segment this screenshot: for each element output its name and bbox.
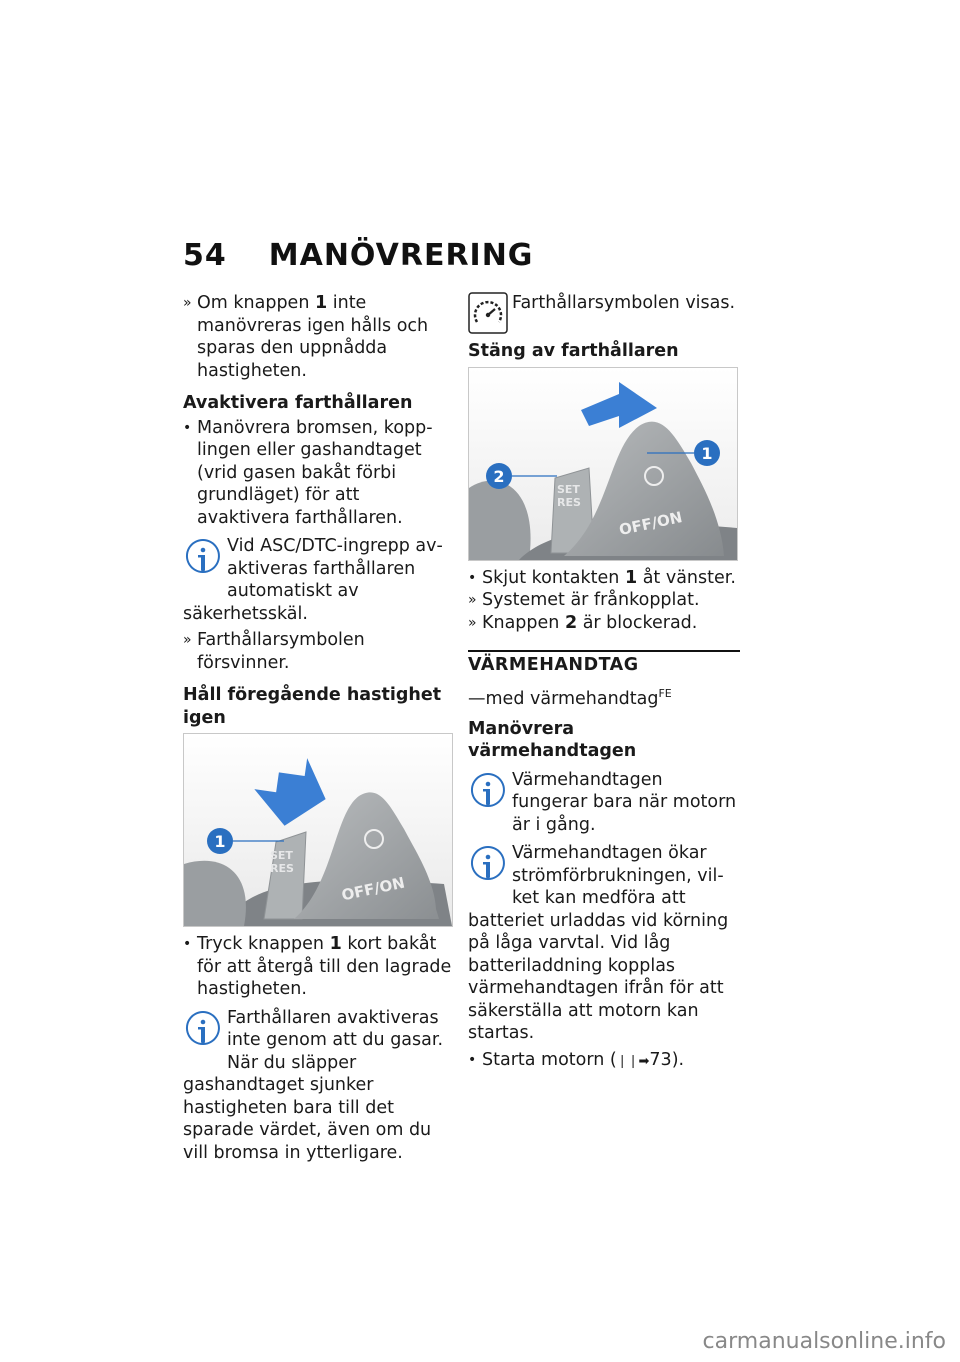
- chapter-title: MANÖVRERING: [268, 238, 534, 273]
- page-reference-arrow-icon: ❘❘➡: [616, 1053, 650, 1069]
- info-icon: [468, 844, 508, 888]
- result-arrow-icon: »: [468, 614, 475, 631]
- figure-offon-switch: [468, 367, 738, 561]
- svg-text:SET: SET: [557, 482, 580, 496]
- left-column: [183, 292, 453, 1164]
- heading-switch-off: Stäng av farthållaren: [468, 341, 679, 361]
- page-header: [183, 238, 533, 273]
- result-arrow-icon: »: [468, 592, 475, 608]
- info-icon: [468, 771, 508, 815]
- info-note: Värmehandtagen fungerar bara när motorn är i gång.: [468, 769, 740, 837]
- info-icon: [183, 1009, 223, 1053]
- heading-resume: Håll föregående hastighet igen: [183, 685, 442, 728]
- svg-text:SET: SET: [270, 849, 293, 862]
- svg-text:RES: RES: [557, 495, 581, 509]
- result-item: » Farthållarsymbolen försvinner.: [183, 630, 365, 673]
- bullet-item: • Tryck knappen 1 kort bakåt för att återgå till den lagrade hastigheten.: [183, 934, 452, 999]
- right-column: [468, 292, 740, 1073]
- section-subtitle: —med värmehandtag$^{FE}$: [468, 686, 672, 709]
- watermark: carmanualsonline.info: [702, 1329, 946, 1354]
- result-arrow-icon: »: [183, 632, 190, 648]
- bullet-icon: •: [468, 1051, 477, 1068]
- bullet-icon: •: [183, 936, 192, 952]
- section-divider: [468, 650, 740, 677]
- result-item: » Systemet är frånkopplat.: [468, 590, 700, 610]
- bullet-item: • Manövrera bromsen, kopplingen eller gashandtaget (vrid gasen bakåt förbi grundläget) för att avaktivera farthållaren.: [183, 417, 433, 528]
- result-item: » Knappen 2 är blockerad.: [468, 612, 698, 633]
- figure-set-res-button: [183, 733, 453, 927]
- symbol-row: Farthållarsymbolen visas.: [468, 292, 740, 334]
- svg-text:RES: RES: [270, 862, 294, 875]
- page-reference[interactable]: 73: [649, 1049, 672, 1070]
- section-title: VÄRMEHANDTAG: [468, 655, 639, 675]
- bullet-item: • Starta motorn (❘❘➡73).: [468, 1049, 685, 1070]
- callout-1: 1: [214, 832, 226, 851]
- bullet-icon: •: [468, 569, 477, 586]
- page-number: 54: [183, 238, 227, 273]
- heading-deactivate: Avaktivera farthållaren: [183, 393, 413, 413]
- bullet-item: • Skjut kontakten 1 åt vänster.: [468, 567, 736, 588]
- svg-text:OFF/ON: OFF/ON: [339, 873, 407, 905]
- heading-operate-heated-grips: Manövrera värmehandtagen: [468, 718, 637, 762]
- callout-1: 1: [701, 443, 713, 463]
- result-item: » Om knappen 1 inte manövreras igen hålls och sparas den uppnådda hastigheten.: [183, 293, 429, 381]
- bullet-icon: •: [183, 419, 192, 436]
- info-note: Farthållaren avaktiveras inte genom att du gasar. När du släpper gashandtaget sjunker hastigheten bara till det sparade värdet, även om du vill bromsa in ytterligare.: [183, 1007, 444, 1163]
- callout-2: 2: [493, 466, 505, 486]
- info-note: Vid ASC/DTC-ingrepp avaktiveras farthållaren automatiskt av säkerhetsskäl.: [183, 536, 443, 624]
- svg-text:OFF/ON: OFF/ON: [617, 507, 684, 539]
- cruise-control-symbol-icon: [468, 292, 508, 334]
- info-note: Värmehandtagen ökar strömförbrukningen, vilket kan medföra att batteriet urladdas vid körning på låga varvtal. Vid låg batteriladdning kopplas värmehandtagen ifrån för att säkerställa att motorn kan startas.: [468, 843, 729, 1044]
- info-icon: [183, 537, 223, 581]
- result-arrow-icon: »: [183, 295, 190, 311]
